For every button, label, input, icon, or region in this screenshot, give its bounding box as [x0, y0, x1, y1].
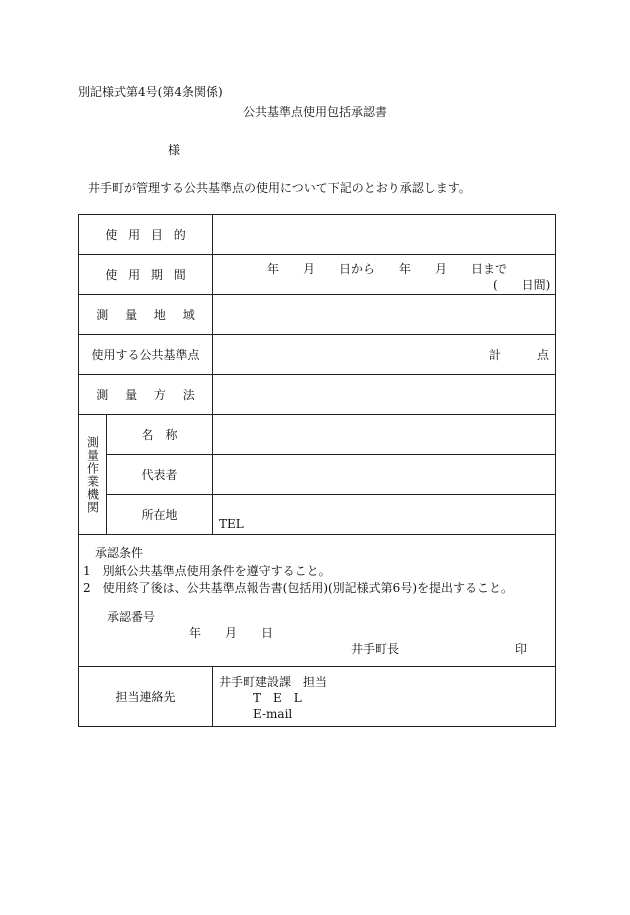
period-dates: 年 月 日から 年 月 日まで — [267, 262, 508, 276]
purpose-field[interactable] — [213, 215, 556, 255]
row-method — [79, 375, 556, 415]
row-area — [79, 295, 556, 335]
row-org-rep — [79, 455, 556, 495]
form-number: 別記様式第4号(第4条関係) — [78, 85, 223, 99]
points-count-unit: 計 点 — [488, 348, 549, 362]
approval-date: 年 月 日 — [189, 626, 274, 640]
conditions-cell — [79, 535, 556, 667]
period-label: 使用期間 — [79, 255, 213, 295]
row-purpose — [79, 215, 556, 255]
method-field[interactable] — [213, 375, 556, 415]
period-days: ( 日間) — [493, 278, 551, 292]
points-label: 使用する公共基準点 — [79, 335, 213, 375]
row-org-name — [79, 415, 556, 455]
row-contact — [79, 667, 556, 727]
approval-form-table — [78, 214, 556, 727]
org-label-text: 測量作業機関 — [85, 435, 100, 514]
period-field[interactable] — [213, 255, 556, 295]
org-name-field[interactable] — [213, 415, 556, 455]
contact-dept: 井手町建設課 担当 — [219, 675, 328, 689]
org-name-label: 名 称 — [107, 415, 213, 455]
points-field[interactable] — [213, 335, 556, 375]
contact-tel: T E L — [253, 691, 302, 705]
purpose-label: 使用目的 — [79, 215, 213, 255]
document-title: 公共基準点使用包括承認書 — [242, 105, 387, 119]
org-label — [79, 415, 107, 535]
condition-item-2: 2 使用終了後は、公共基準点報告書(包括用)(別記様式第6号)を提出すること。 — [83, 581, 513, 595]
org-rep-field[interactable] — [213, 455, 556, 495]
org-rep-label: 代表者 — [107, 455, 213, 495]
row-points — [79, 335, 556, 375]
contact-email: E-mail — [253, 707, 293, 721]
condition-item-1: 1 別紙公共基準点使用条件を遵守すること。 — [83, 564, 331, 578]
mayor-label: 井手町長 — [351, 642, 400, 656]
area-field[interactable] — [213, 295, 556, 335]
method-label: 測量方法 — [79, 375, 213, 415]
contact-label: 担当連絡先 — [79, 667, 213, 727]
seal-mark: 印 — [515, 642, 528, 656]
contact-field — [213, 667, 556, 727]
org-address-label: 所在地 — [107, 495, 213, 535]
intro-text: 井手町が管理する公共基準点の使用について下記のとおり承認します。 — [88, 181, 471, 195]
org-address-field[interactable] — [213, 495, 556, 535]
area-label: 測量地域 — [79, 295, 213, 335]
conditions-heading: 承認条件 — [95, 546, 144, 560]
row-period — [79, 255, 556, 295]
row-org-address — [79, 495, 556, 535]
approval-number-label: 承認番号 — [107, 610, 156, 624]
tel-label: TEL — [219, 517, 244, 531]
addressee-suffix: 様 — [168, 143, 181, 157]
row-conditions — [79, 535, 556, 667]
